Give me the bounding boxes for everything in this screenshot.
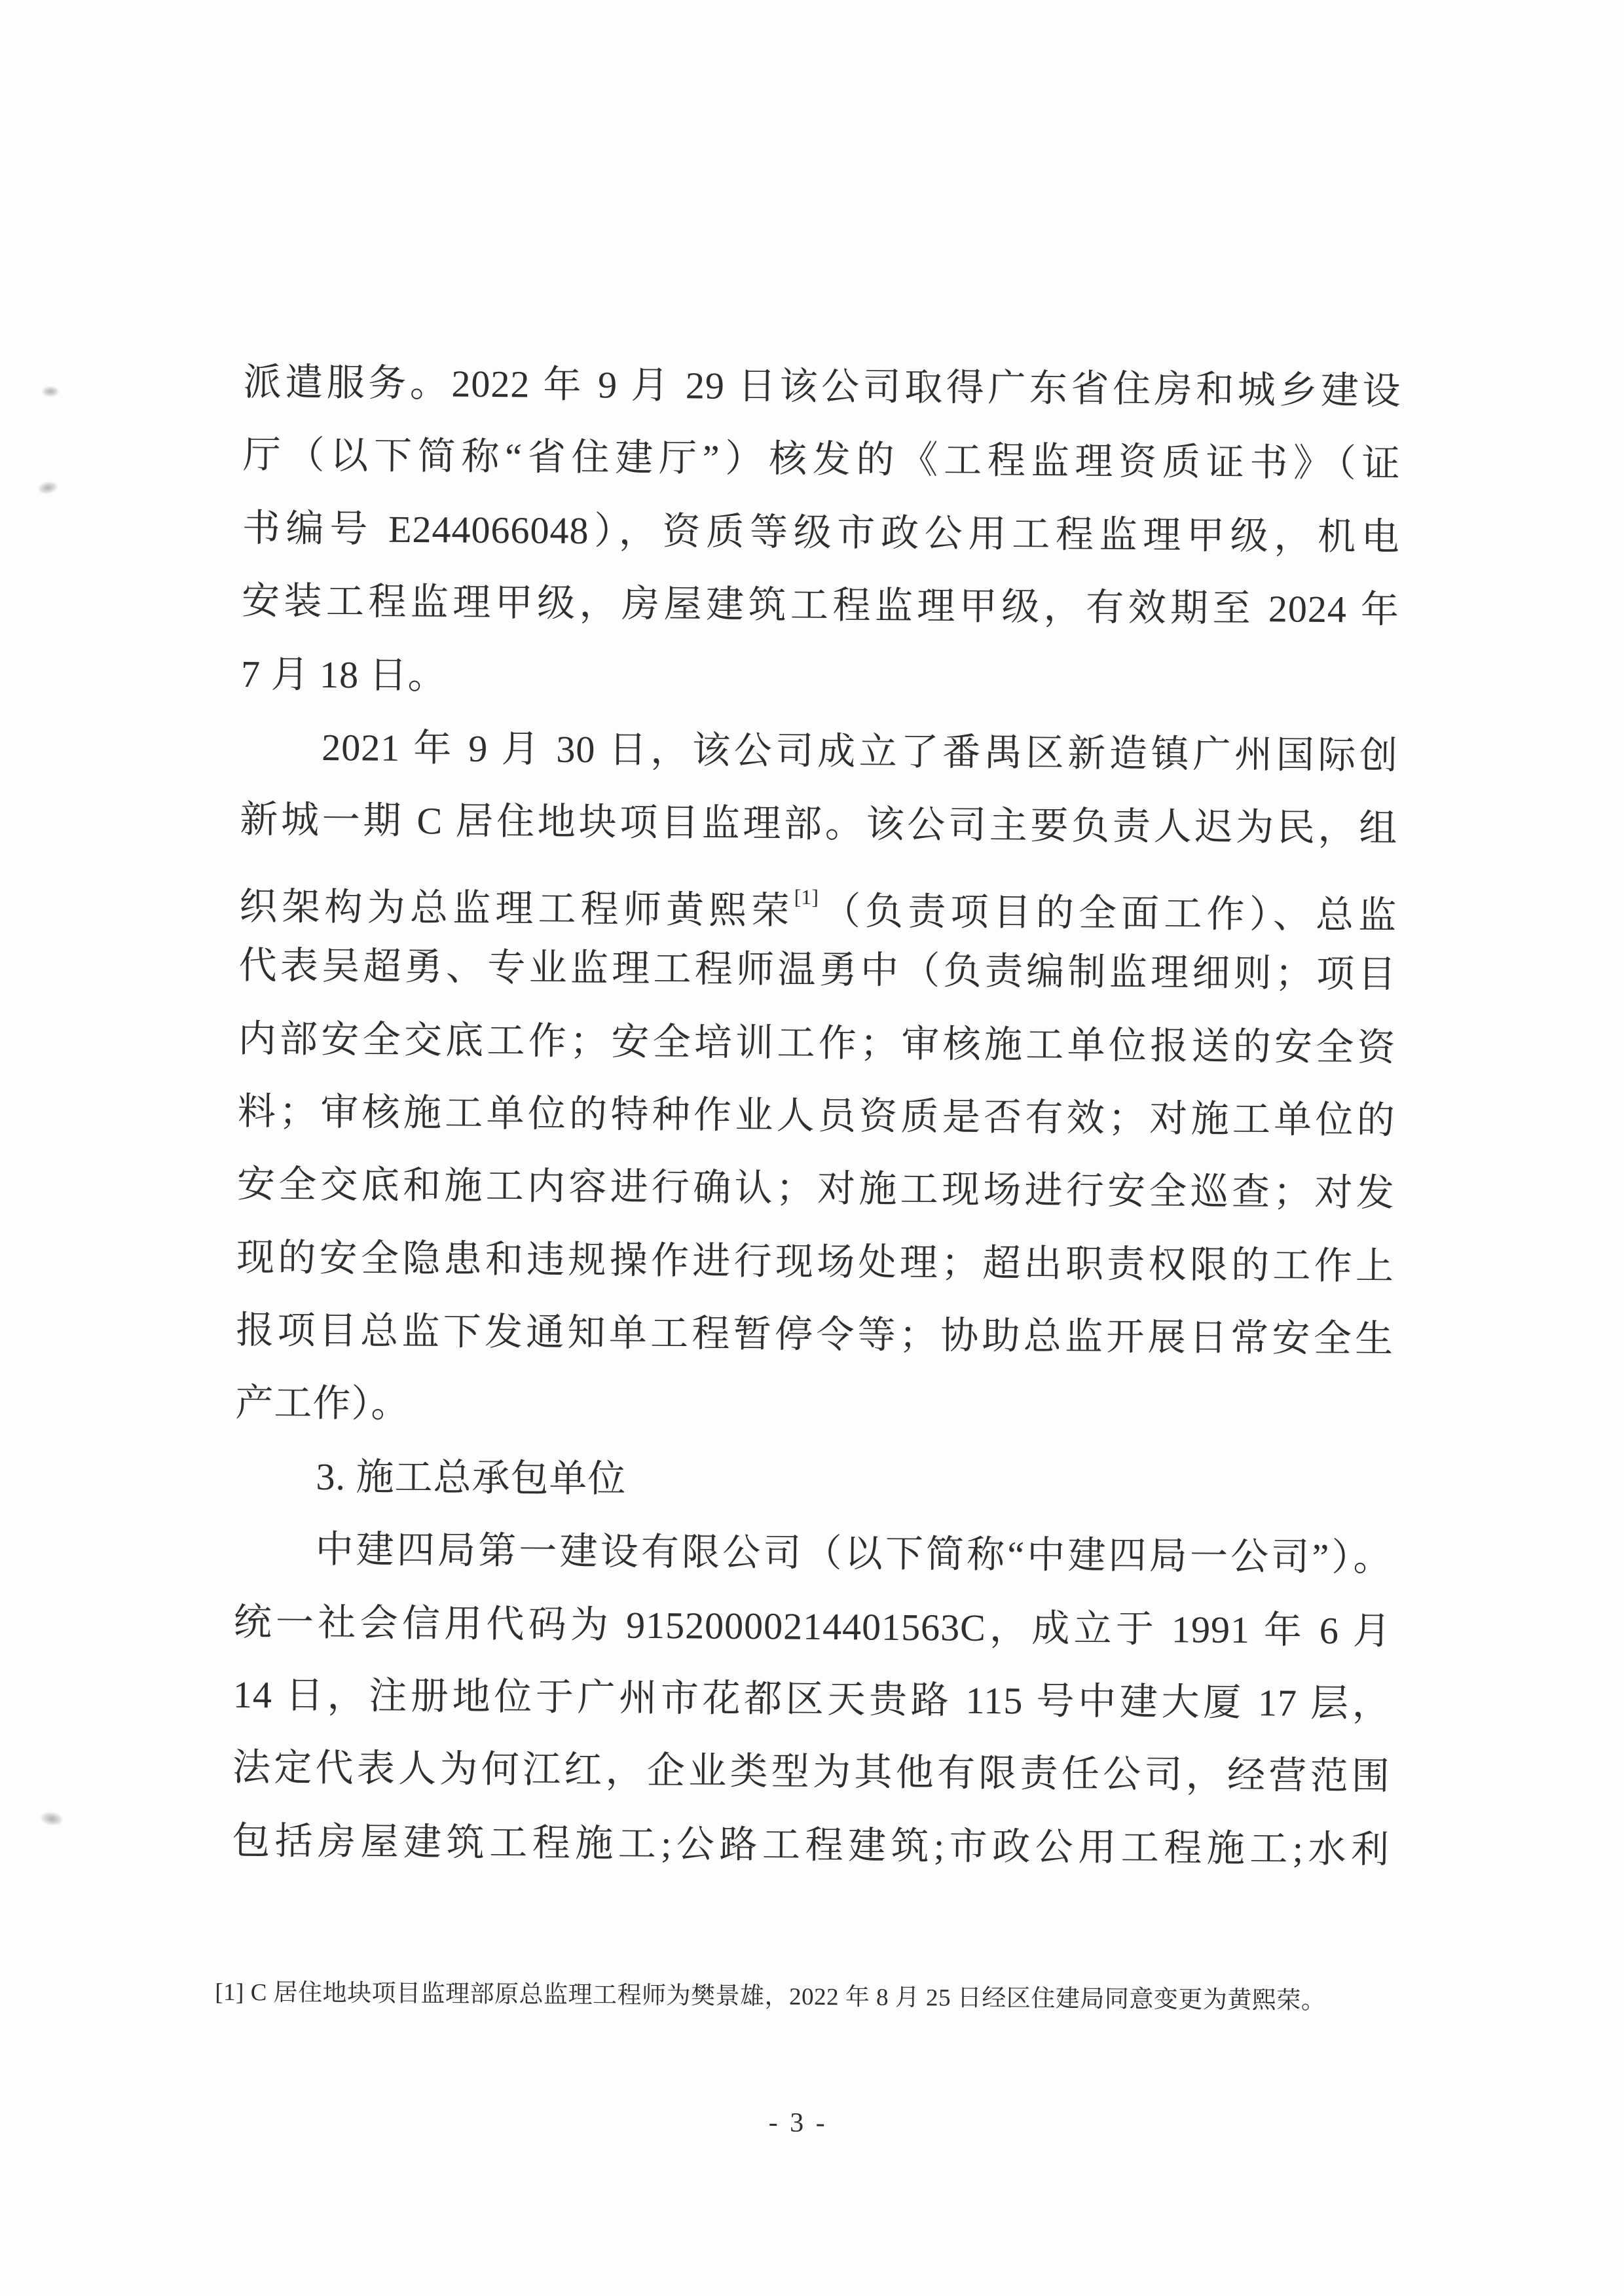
body-line <box>239 856 1397 938</box>
body-line: 书编号 E244066048），资质等级市政公用工程监理甲级，机电 <box>242 506 1401 558</box>
body-line-text: 织架构为总监理工程师黄熙荣 <box>239 884 794 932</box>
body-line: 7 月 18 日。 <box>240 652 447 697</box>
body-text <box>232 346 1401 1886</box>
body-line: 安装工程监理甲级，房屋建筑工程监理甲级，有效期至 2024 年 <box>241 579 1400 632</box>
section-heading-contractor <box>234 1440 1393 1522</box>
scan-artifact <box>42 386 59 397</box>
body-line: 报项目总监下发通知单工程暂停令等；协助总监开展日常安全生 <box>235 1309 1394 1360</box>
page-number: - 3 - <box>768 2107 828 2139</box>
body-line: 厅（以下简称“省住建厅”）核发的《工程监理资质证书》（证 <box>242 433 1401 486</box>
paragraph-qualification <box>241 346 1401 720</box>
body-line: 法定代表人为何江红，企业类型为其他有限责任公司，经营范围 <box>232 1746 1391 1798</box>
body-line: 统一社会信用代码为 91520000214401563C，成立于 1991 年 6 月 <box>233 1600 1392 1652</box>
body-line: 料；审核施工单位的特种作业人员资质是否有效；对施工单位的 <box>237 1089 1396 1142</box>
paragraph-supervision-dept <box>235 710 1399 1449</box>
body-line: 2021 年 9 月 30 日，该公司成立了番禺区新造镇广州国际创 <box>321 725 1399 777</box>
body-line: 派遣服务。2022 年 9 月 29 日该公司取得广东省住房和城乡建设 <box>243 360 1401 412</box>
body-line: 中建四局第一建设有限公司（以下简称“中建四局一公司”）。 <box>315 1528 1392 1580</box>
section-heading: 3. 施工总承包单位 <box>316 1455 627 1501</box>
body-line: 现的安全隐患和违规操作进行现场处理；超出职责权限的工作上 <box>236 1235 1395 1288</box>
body-line: 产工作）。 <box>235 1381 410 1426</box>
body-line: 代表吴超勇、专业监理工程师温勇中（负责编制监理细则；项目 <box>238 944 1397 996</box>
body-line: 包括房屋建筑工程施工;公路工程建筑;市政公用工程施工;水利 <box>231 1819 1390 1871</box>
body-line: 14 日，注册地位于广州市花都区天贵路 115 号中建大厦 17 层， <box>232 1673 1392 1725</box>
body-line: 新城一期 C 居住地块项目监理部。该公司主要负责人迟为民，组 <box>240 798 1398 850</box>
footnote-reference-marker: [1] <box>794 884 819 909</box>
body-line-text: （负责项目的全面工作）、总监 <box>818 889 1397 937</box>
paragraph-contractor <box>232 1512 1392 1886</box>
body-line: 内部安全交底工作；安全培训工作；审核施工单位报送的安全资 <box>238 1017 1396 1069</box>
footnote: [1] C 居住地块项目监理部原总监理工程师为樊景雄，2022 年 8 月 25 日经区住建局同意变更为黄熙荣。 <box>215 1978 1326 2015</box>
body-line: 安全交底和施工内容进行确认；对施工现场进行安全巡查；对发 <box>236 1163 1395 1215</box>
